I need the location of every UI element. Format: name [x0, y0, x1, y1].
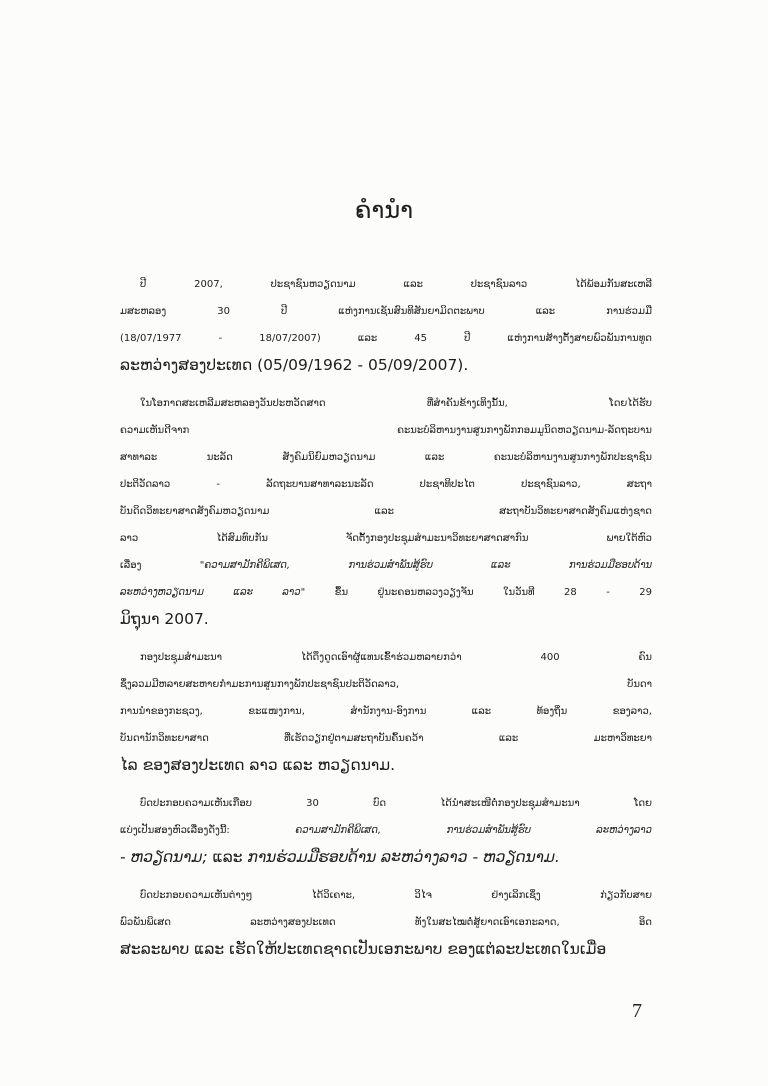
paragraph	[120, 644, 652, 779]
text: (18/07/1977 - 18/07/2007) ແລະ 45 ປີ ແຫ່ງການສ້າງຕັ້ງສາຍພົວພັນການທູດ	[120, 333, 652, 344]
text: ລະຫວ່າງສອງປະເທດ (05/09/1962 - 05/09/2007).	[120, 356, 469, 374]
paragraph	[120, 271, 652, 379]
text-line	[120, 671, 652, 698]
text-line	[120, 298, 652, 325]
text: ປະຕິວັດລາວ - ລັດຖະບານສາທາລະນະລັດ ປະຊາທິປະໄຕ ປະຊາຊົນລາວ, ສະຖາ	[120, 479, 652, 490]
document-body	[120, 271, 652, 974]
text: ຂຶ້ນ ຢູ່ນະຄອນຫລວງວຽງຈັນ ໃນວັນທີ 28 - 29	[305, 587, 652, 598]
italic-text: ຄວາມສາມັກຄີພິເສດ, ການຮ່ວມສຳພັນສູ້ຮົບ ລະຫວ່າງລາວ	[295, 825, 653, 836]
page-number: 7	[632, 1000, 642, 1022]
text-line	[120, 352, 652, 379]
text-line	[120, 844, 652, 871]
text: ບັນດິດວິທະຍາສາດສັງຄົມຫວຽດນາມ ແລະ ສະຖາບັນວິທະຍາສາດສັງຄົມແຫ່ງຊາດ	[120, 506, 652, 517]
text-line	[120, 444, 652, 471]
text: ແບ່ງເປັນສອງຫົວເລື່ອງດັ່ງນີ້:	[120, 825, 296, 836]
text-line	[120, 752, 652, 779]
text: ສາທາລະ ນະລັດ ສັງຄົມນິຍົມຫວຽດນາມ ແລະ ຄະນະບໍລິຫານງານສູນກາງພັກປະຊາຊົນ	[120, 452, 652, 463]
text: ສະລະພາບ ແລະ ເຮັດໃຫ້ປະເທດຊາດເປັນເອກະພາບ ຂອງແຕ່ລະປະເທດໃນເມື່ອ	[120, 940, 607, 958]
paragraph	[120, 790, 652, 871]
text-line	[120, 525, 652, 552]
page-title: ຄຳນຳ	[354, 196, 414, 224]
italic-text: - ຫວຽດນາມ;	[120, 848, 208, 866]
text: ບົດປະກອບຄວາມເຫັນຕ່າງໆ ໄດ້ວິເຄາະ, ວິໄຈ ຢ່າງເລິກເຊິ່ງ ກ່ຽວກັບສາຍ	[140, 890, 652, 901]
text: ແລະ	[207, 848, 248, 866]
text-line	[120, 882, 652, 909]
text: ມສະຫລອງ 30 ປີ ແຫ່ງການເຊັນສົນທິສັນຍາມິດຕະພາບ ແລະ ການຮ່ວມມື	[120, 306, 652, 317]
text: ປີ 2007, ປະຊາຊົນຫວຽດນາມ ແລະ ປະຊາຊົນລາວ ໄດ້ພ້ອມກັນສະເຫລີ	[140, 279, 652, 290]
text: ບັນດານັກວິທະຍາສາດ ທີ່ເຮັດວຽກຢູ່ຕາມສະຖາບັນຄົ້ນຄວ້າ ແລະ ມະຫາວິທະຍາ	[120, 733, 652, 744]
text-line	[120, 725, 652, 752]
italic-text: "ຄວາມສາມັກຄີພິເສດ, ການຮ່ວມສຳພັນສູ້ຮົບ ແລະ ການຮ່ວມມືຮອບດ້ານ	[199, 560, 652, 571]
text-line	[120, 417, 652, 444]
text-line	[120, 606, 652, 633]
text: ໃນໂອກາດສະເຫລີມສະຫລອງວັນປະຫວັດສາດ ທີ່ສຳຄັນຂ້າງເທິງນັ້ນ, ໂດຍໄດ້ຮັບ	[140, 398, 652, 409]
text: ການນຳຂອງກະຊວງ, ຂະແໜງການ, ສຳນັກງານ-ອົງການ ແລະ ທ້ອງຖິ່ນ ຂອງລາວ,	[120, 706, 652, 717]
text-line	[120, 790, 652, 817]
text-line	[120, 817, 652, 844]
text-line	[120, 498, 652, 525]
text-line	[120, 936, 652, 963]
text-line	[120, 325, 652, 352]
text-line	[120, 909, 652, 936]
text-line	[120, 644, 652, 671]
text: ບົດປະກອບຄວາມເຫັນເກືອບ 30 ບົດ ໄດ້ນຳສະເໜີຕໍ່ກອງປະຊຸມສຳມະນາ ໂດຍ	[140, 798, 652, 809]
text: ຊຶ່ງລວມມີຫລາຍສະຫາຍກຳມະການສູນກາງພັກປະຊາຊົນປະຕິວັດລາວ, ບັນດາ	[120, 679, 652, 690]
text-line	[120, 698, 652, 725]
text-line	[120, 471, 652, 498]
text-line	[120, 579, 652, 606]
text: ກອງປະຊຸມສຳມະນາ ໄດ້ດຶງດູດເອົາຜູ້ແທນເຂົ້າຮ່ວມຫລາຍກວ່າ 400 ຄົນ	[140, 652, 652, 663]
italic-text: ລະຫວ່າງຫວຽດນາມ ແລະ ລາວ"	[120, 587, 306, 598]
text-line	[120, 271, 652, 298]
text: ພົວພັນພິເສດ ລະຫວ່າງສອງປະເທດ ທັງໃນສະໄໝຕໍ່ສູ້ຍາດເອົາເອກະລາດ, ອິດ	[120, 917, 652, 928]
paragraph	[120, 882, 652, 963]
text: ລາວ ໄດ້ສົມທົບກັນ ຈັດຕັ້ງກອງປະຊຸມສຳມະນາວິທະຍາສາດສາກົນ ພາຍໃຕ້ຫົວ	[120, 533, 652, 544]
text-line	[120, 552, 652, 579]
paragraph	[120, 390, 652, 633]
text: ໄລ ຂອງສອງປະເທດ ລາວ ແລະ ຫວຽດນາມ.	[120, 756, 396, 774]
text: ຄວາມເຫັນດີຈາກ ຄະນະບໍລິຫານງານສູນກາງພັກກອມມູນິດຫວຽດນາມ-ລັດຖະບານ	[120, 425, 652, 436]
text-line	[120, 390, 652, 417]
text: ມິຖຸນາ 2007.	[120, 610, 209, 628]
italic-text: ການຮ່ວມມືຮອບດ້ານ ລະຫວ່າງລາວ - ຫວຽດນາມ.	[247, 848, 560, 866]
text: ເລື່ອງ	[120, 560, 200, 571]
